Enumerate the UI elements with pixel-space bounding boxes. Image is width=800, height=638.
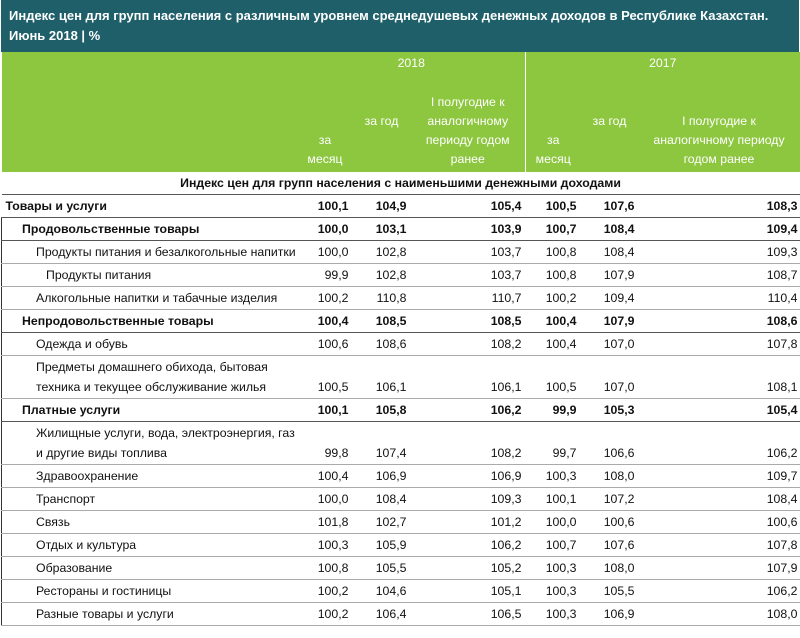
value-2018-month: 100,6: [298, 333, 353, 356]
value-2017-year: 108,0: [581, 557, 639, 580]
section-title: Индекс цен для групп населения с наименьшими денежными доходами: [2, 172, 800, 195]
table-title: Индекс цен для групп населения с различным уровнем среднедушевых денежных доходов в Республике Казахстан. Июнь 2018 | %: [1, 0, 799, 52]
value-2018-half: 108,2: [411, 333, 526, 356]
value-2017-half: 106,2: [639, 422, 800, 465]
value-2018-half: 109,3: [411, 488, 526, 511]
value-2018-half: 106,1: [411, 356, 526, 399]
value-2017-year: 100,6: [581, 511, 639, 534]
value-2018-half: 110,7: [411, 287, 526, 310]
value-2018-year: 102,8: [353, 241, 411, 264]
value-2018-year: 103,1: [353, 218, 411, 241]
value-2018-year: 105,8: [353, 399, 411, 422]
value-2017-year: 107,2: [581, 488, 639, 511]
value-2018-month: 101,8: [298, 511, 353, 534]
value-2017-month: 100,3: [526, 557, 581, 580]
table-row: [2, 195, 800, 218]
report-container: [1, 0, 799, 626]
value-2017-half: 107,8: [639, 333, 800, 356]
value-2017-half: 108,7: [639, 264, 800, 287]
value-2018-month: 99,9: [298, 264, 353, 287]
value-2018-month: 100,4: [298, 310, 353, 333]
value-2018-month: 100,3: [298, 534, 353, 557]
value-2017-month: 99,7: [526, 422, 581, 465]
header-2018-year: за год: [353, 74, 411, 172]
value-2017-month: 100,3: [526, 603, 581, 626]
value-2018-year: 108,4: [353, 488, 411, 511]
value-2018-month: 100,1: [298, 195, 353, 218]
row-label: Образование: [2, 557, 298, 580]
value-2018-month: 100,4: [298, 465, 353, 488]
value-2018-year: 106,9: [353, 465, 411, 488]
section-row: [2, 172, 800, 195]
row-label: Предметы домашнего обихода, бытовая техника и текущее обслуживание жилья: [2, 356, 298, 399]
table-row: [2, 310, 800, 333]
table-row: [2, 399, 800, 422]
value-2018-half: 103,7: [411, 264, 526, 287]
value-2018-half: 106,2: [411, 399, 526, 422]
value-2017-half: 108,6: [639, 310, 800, 333]
value-2017-year: 107,6: [581, 534, 639, 557]
table-header: [2, 52, 800, 172]
value-2018-half: 106,2: [411, 534, 526, 557]
table-row: [2, 488, 800, 511]
value-2018-half: 108,2: [411, 422, 526, 465]
table-row: [2, 603, 800, 626]
header-blank: [2, 52, 298, 74]
value-2017-month: 100,7: [526, 218, 581, 241]
value-2017-year: 107,9: [581, 264, 639, 287]
table-row: [2, 264, 800, 287]
row-label: Связь: [2, 511, 298, 534]
value-2018-year: 106,4: [353, 603, 411, 626]
table-row: [2, 422, 800, 465]
value-2017-half: 109,4: [639, 218, 800, 241]
value-2018-year: 105,9: [353, 534, 411, 557]
value-2018-half: 105,2: [411, 557, 526, 580]
value-2018-month: 100,8: [298, 557, 353, 580]
header-year-2017: 2017: [526, 52, 800, 74]
row-label: Платные услуги: [2, 399, 298, 422]
value-2018-year: 102,8: [353, 264, 411, 287]
table-body: [2, 172, 800, 626]
value-2018-half: 103,7: [411, 241, 526, 264]
value-2017-half: 109,7: [639, 465, 800, 488]
row-label: Транспорт: [2, 488, 298, 511]
value-2017-month: 100,0: [526, 511, 581, 534]
value-2018-year: 105,5: [353, 557, 411, 580]
value-2017-half: 107,8: [639, 534, 800, 557]
value-2017-month: 100,8: [526, 264, 581, 287]
row-label: Продукты питания: [2, 264, 298, 287]
value-2018-month: 100,5: [298, 356, 353, 399]
value-2017-year: 107,9: [581, 310, 639, 333]
value-2018-half: 106,9: [411, 465, 526, 488]
value-2017-half: 100,6: [639, 511, 800, 534]
table-row: [2, 356, 800, 399]
table-row: [2, 241, 800, 264]
value-2017-month: 100,2: [526, 287, 581, 310]
value-2018-year: 104,6: [353, 580, 411, 603]
price-index-table: [1, 52, 800, 626]
value-2018-year: 102,7: [353, 511, 411, 534]
value-2018-month: 100,2: [298, 603, 353, 626]
value-2017-month: 100,8: [526, 241, 581, 264]
row-label: Здравоохранение: [2, 465, 298, 488]
value-2017-year: 106,6: [581, 422, 639, 465]
value-2017-year: 105,3: [581, 399, 639, 422]
row-label: Рестораны и гостиницы: [2, 580, 298, 603]
value-2017-half: 108,0: [639, 603, 800, 626]
value-2018-year: 107,4: [353, 422, 411, 465]
table-row: [2, 287, 800, 310]
table-row: [2, 333, 800, 356]
value-2017-month: 99,9: [526, 399, 581, 422]
header-2017-half: I полугодие к аналогичному периоду годом ранее: [639, 74, 800, 172]
value-2017-year: 108,4: [581, 218, 639, 241]
row-label: Товары и услуги: [2, 195, 298, 218]
value-2018-year: 106,1: [353, 356, 411, 399]
value-2017-year: 106,9: [581, 603, 639, 626]
value-2018-month: 100,0: [298, 218, 353, 241]
value-2018-month: 100,0: [298, 241, 353, 264]
value-2017-year: 105,5: [581, 580, 639, 603]
value-2017-year: 108,4: [581, 241, 639, 264]
row-label: Отдых и культура: [2, 534, 298, 557]
value-2018-month: 99,8: [298, 422, 353, 465]
value-2017-year: 107,0: [581, 333, 639, 356]
value-2018-half: 105,4: [411, 195, 526, 218]
value-2017-month: 100,5: [526, 195, 581, 218]
value-2017-month: 100,3: [526, 465, 581, 488]
row-label: Алкогольные напитки и табачные изделия: [2, 287, 298, 310]
table-row: [2, 534, 800, 557]
row-label: Продовольственные товары: [2, 218, 298, 241]
value-2017-year: 107,0: [581, 356, 639, 399]
table-row: [2, 511, 800, 534]
value-2018-half: 106,5: [411, 603, 526, 626]
value-2017-half: 105,4: [639, 399, 800, 422]
header-2018-half: I полугодие к аналогичному периоду годом ранее: [411, 74, 526, 172]
value-2018-half: 101,2: [411, 511, 526, 534]
header-2017-month: за месяц: [526, 74, 581, 172]
value-2018-month: 100,0: [298, 488, 353, 511]
row-label: Разные товары и услуги: [2, 603, 298, 626]
value-2018-year: 104,9: [353, 195, 411, 218]
header-blank-2: [2, 74, 298, 172]
value-2018-year: 108,5: [353, 310, 411, 333]
value-2017-month: 100,4: [526, 310, 581, 333]
header-year-2018: 2018: [298, 52, 526, 74]
value-2018-half: 108,5: [411, 310, 526, 333]
value-2017-month: 100,5: [526, 356, 581, 399]
value-2017-month: 100,3: [526, 580, 581, 603]
value-2017-year: 108,0: [581, 465, 639, 488]
header-2018-month: за месяц: [298, 74, 353, 172]
value-2017-month: 100,1: [526, 488, 581, 511]
row-label: Продукты питания и безалкогольные напитки: [2, 241, 298, 264]
header-2017-year: за год: [581, 74, 639, 172]
value-2017-half: 110,4: [639, 287, 800, 310]
value-2018-year: 108,6: [353, 333, 411, 356]
row-label: Одежда и обувь: [2, 333, 298, 356]
value-2018-half: 105,1: [411, 580, 526, 603]
row-label: Жилищные услуги, вода, электроэнергия, газ и другие виды топлива: [2, 422, 298, 465]
value-2017-year: 109,4: [581, 287, 639, 310]
value-2017-month: 100,4: [526, 333, 581, 356]
value-2018-month: 100,2: [298, 580, 353, 603]
row-label: Непродовольственные товары: [2, 310, 298, 333]
value-2018-month: 100,1: [298, 399, 353, 422]
table-row: [2, 580, 800, 603]
value-2017-half: 106,2: [639, 580, 800, 603]
value-2017-half: 108,4: [639, 488, 800, 511]
value-2017-year: 107,6: [581, 195, 639, 218]
table-row: [2, 465, 800, 488]
table-row: [2, 557, 800, 580]
value-2018-half: 103,9: [411, 218, 526, 241]
value-2017-month: 100,7: [526, 534, 581, 557]
value-2017-half: 109,3: [639, 241, 800, 264]
value-2017-half: 108,3: [639, 195, 800, 218]
value-2018-month: 100,2: [298, 287, 353, 310]
table-row: [2, 218, 800, 241]
value-2017-half: 107,9: [639, 557, 800, 580]
value-2018-year: 110,8: [353, 287, 411, 310]
value-2017-half: 108,1: [639, 356, 800, 399]
